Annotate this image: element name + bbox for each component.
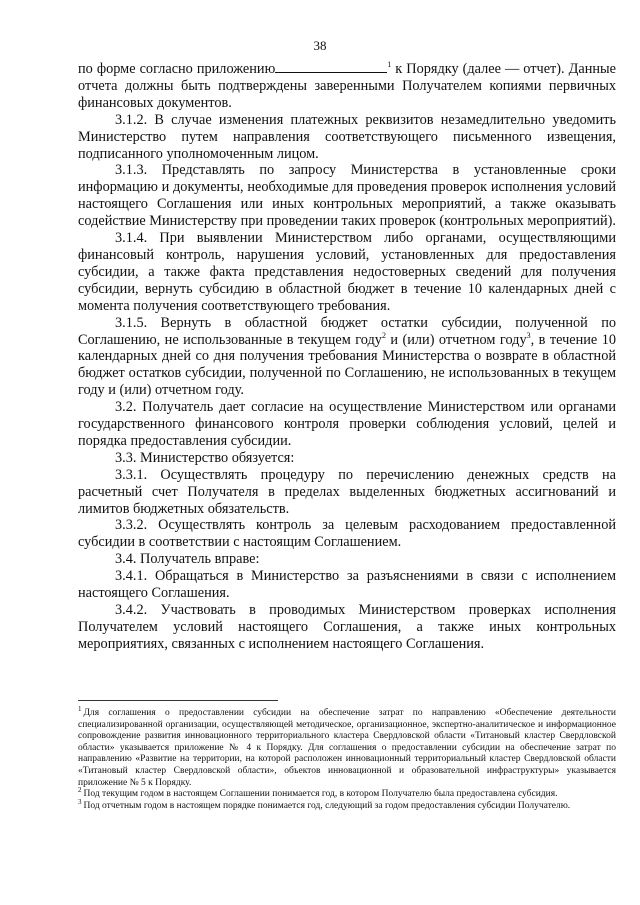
footnote-mark: 2 [78, 786, 82, 794]
footnote-2 [78, 786, 616, 801]
paragraph-text: 3.1.5. Вернуть в областной бюджет остатки субсидии, полученной по Соглашению, не использованные в текущем году [78, 314, 616, 348]
paragraph-3-2: 3.2. Получатель дает согласие на осуществление Министерством или органами государственного финансового контроля проверки соблюдения условий, целей и порядка предоставления субсидии. [78, 399, 616, 449]
paragraph-3-4: 3.4. Получатель вправе: [115, 551, 260, 568]
footnote-text: Под отчетным годом в настоящем порядке понимается год, следующий за годом предоставления субсидии Получателю. [83, 800, 571, 811]
paragraph-text: и (или) отчетном году [385, 331, 527, 348]
paragraph-3-1-5 [78, 315, 616, 400]
footnote-1 [78, 704, 616, 789]
paragraph-report-form [78, 60, 616, 112]
footnote-text: Для соглашения о предоставлении субсидии на обеспечение затрат по направлению «Обеспечение деятельности специализированной организации, осуществляющей методическое, организационное, экспертно-аналитическое и информационное сопровождение развития инновационного территориального кластера Свердловской области «Титановый кластер Свердловской области» указывается приложение № 4 к Порядку. Для соглашения о предоставлении субсидии на обеспечение затрат по направлению «Развитие на территории, на которой расположен инновационный территориальный кластер Свердловской области «Титановый кластер Свердловской области», объектов инновационной и образовательной инфраструктуры» указывается приложение № 5 к Порядку. [78, 708, 616, 788]
paragraph-3-1-3: 3.1.3. Представлять по запросу Министерства в установленные сроки информацию и документы, необходимые для проведения проверок исполнения условий настоящего Соглашения или иных контрольных мероприятий, а также оказывать содействие Министерству при проведении таких проверок (контрольных мероприятий). [78, 162, 616, 230]
footnote-ref: 1 [387, 60, 392, 70]
paragraph-3-3-2: 3.3.2. Осуществлять контроль за целевым расходованием предоставленной субсидии в соответствии с настоящим Соглашением. [78, 517, 616, 551]
footnote-mark: 1 [78, 704, 82, 713]
footnote-3 [78, 797, 616, 813]
paragraph-3-4-2: 3.4.2. Участвовать в проводимых Министерством проверках исполнения Получателем условий настоящего Соглашения, а также иных контрольных мероприятиях, связанных с исполнением настоящего Соглашения. [78, 602, 616, 652]
paragraph-3-1-4: 3.1.4. При выявлении Министерством либо органами, осуществляющими финансовый контроль, нарушения условий, установленных для предоставления субсидии, а также факта представления недостоверных сведений для получения субсидии, вернуть субсидию в областной бюджет в течение 10 календарных дней с момента получения соответствующего требования. [78, 230, 616, 314]
footnote-divider [78, 700, 278, 701]
footnote-mark: 3 [78, 797, 82, 806]
blank-line [275, 60, 387, 73]
paragraph-text: к Порядку (далее — отчет). Данные отчета должны быть подтверждены заверенными Получателем копиями первичных финансовых документов. [78, 61, 617, 111]
footnote-ref: 3 [526, 330, 531, 340]
paragraph-3-4-1: 3.4.1. Обращаться в Министерство за разъяснениями в связи с исполнением настоящего Соглашения. [78, 568, 616, 602]
footnote-text: Под текущим годом в настоящем Соглашении понимается год, в котором Получателю была предоставлена субсидия. [83, 789, 558, 800]
paragraph-text: по форме согласно приложению [78, 61, 276, 77]
page-number: 38 [313, 38, 327, 53]
paragraph-3-3-1: 3.3.1. Осуществлять процедуру по перечислению денежных средств на расчетный счет Получателя в пределах выделенных бюджетных ассигнований и лимитов бюджетных обязательств. [78, 466, 616, 517]
footnote-ref: 2 [381, 330, 386, 340]
footnotes [78, 704, 616, 812]
paragraph-3-3: 3.3. Министерство обязуется: [115, 449, 295, 466]
document-body [78, 60, 616, 653]
paragraph-3-1-2: 3.1.2. В случае изменения платежных реквизитов незамедлительно уведомить Министерство путем направления соответствующего письменного извещения, подписанного уполномоченным лицом. [78, 111, 616, 162]
paragraph-text: , в течение 10 календарных дней со дня получения требования Министерства о возврате в областной бюджет остатков субсидии, полученной по Соглашению, не использованных в текущем году и (или) отчетном году. [78, 331, 617, 399]
